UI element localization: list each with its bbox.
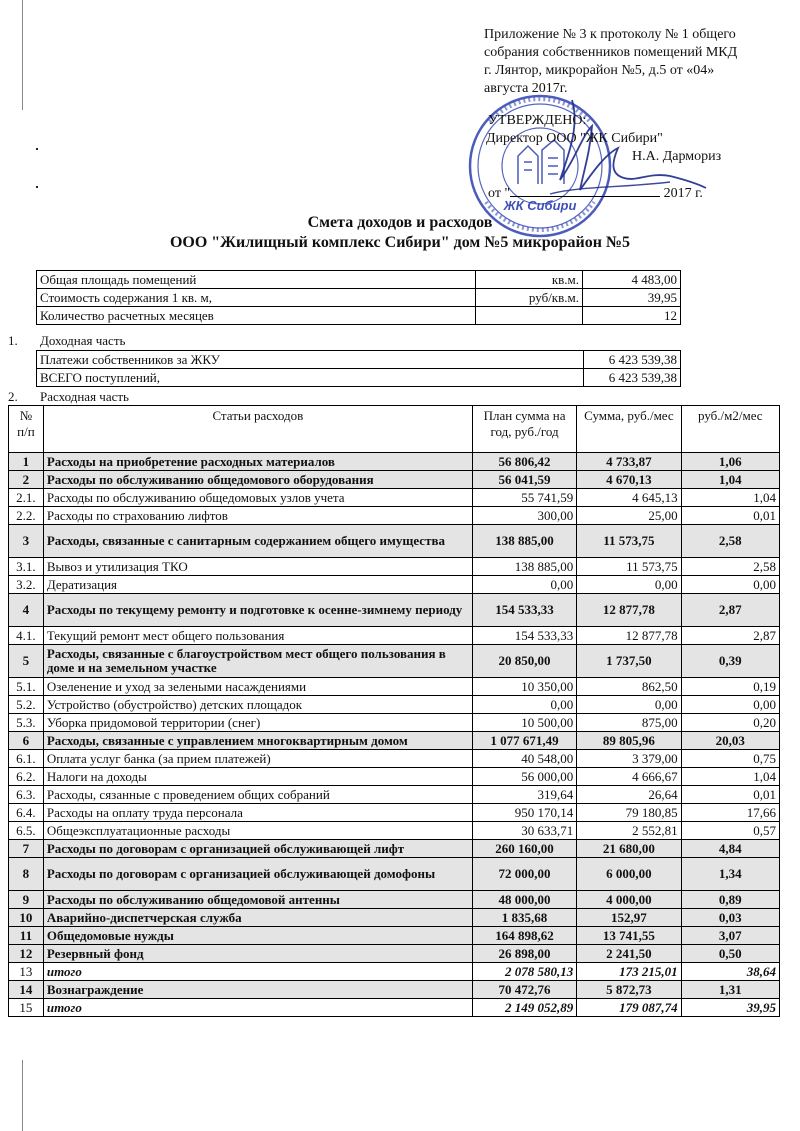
section-label: Расходная часть xyxy=(40,389,129,404)
row-number: 6.1. xyxy=(9,750,44,768)
approved-label: УТВЕРЖДЕНО: xyxy=(488,113,587,128)
row-month-amount: 5 872,73 xyxy=(577,981,681,999)
table-row xyxy=(9,927,780,945)
row-year-amount: 260 160,00 xyxy=(472,840,576,858)
row-month-amount: 25,00 xyxy=(577,507,681,525)
info-row xyxy=(37,307,681,325)
row-item-name: Общеэксплуатационные расходы xyxy=(43,822,472,840)
row-month-amount: 4 670,13 xyxy=(577,471,681,489)
row-number: 12 xyxy=(9,945,44,963)
row-year-amount: 55 741,59 xyxy=(472,489,576,507)
row-item-name: Расходы на оплату труда персонала xyxy=(43,804,472,822)
row-number: 4 xyxy=(9,594,44,627)
row-number: 14 xyxy=(9,981,44,999)
row-year-amount: 1 835,68 xyxy=(472,909,576,927)
approval-line: собрания собственников помещений МКД xyxy=(484,45,738,60)
row-year-amount: 1 077 671,49 xyxy=(472,732,576,750)
row-year-amount: 2 149 052,89 xyxy=(472,999,576,1017)
row-year-amount: 950 170,14 xyxy=(472,804,576,822)
document-subtitle: ООО "Жилищный комплекс Сибири" дом №5 микрорайон №5 xyxy=(169,234,631,251)
col-rate-header: руб./м2/мес xyxy=(681,406,779,453)
row-month-amount: 79 180,85 xyxy=(577,804,681,822)
approval-line: Приложение № 3 к протоколу № 1 общего xyxy=(484,27,736,42)
row-year-amount: 138 885,00 xyxy=(472,525,576,558)
row-year-amount: 20 850,00 xyxy=(472,645,576,678)
row-year-amount: 26 898,00 xyxy=(472,945,576,963)
row-number: 6.2. xyxy=(9,768,44,786)
table-row xyxy=(9,858,780,891)
row-rate: 20,03 xyxy=(681,732,779,750)
row-month-amount: 12 877,78 xyxy=(577,627,681,645)
date-year: 2017 г. xyxy=(663,186,703,201)
info-row xyxy=(37,271,681,289)
row-number: 15 xyxy=(9,999,44,1017)
row-year-amount: 72 000,00 xyxy=(472,858,576,891)
row-number: 5.3. xyxy=(9,714,44,732)
info-unit xyxy=(476,307,583,325)
row-month-amount: 2 552,81 xyxy=(577,822,681,840)
table-row xyxy=(9,732,780,750)
row-rate: 0,57 xyxy=(681,822,779,840)
row-item-name: Дератизация xyxy=(43,576,472,594)
row-year-amount: 300,00 xyxy=(472,507,576,525)
row-item-name: Расходы, связанные с управлением многоквартирным домом xyxy=(43,732,472,750)
info-unit: кв.м. xyxy=(476,271,583,289)
info-label: Количество расчетных месяцев xyxy=(37,307,476,325)
row-rate: 2,58 xyxy=(681,525,779,558)
row-item-name: Расходы по страхованию лифтов xyxy=(43,507,472,525)
row-month-amount: 4 666,67 xyxy=(577,768,681,786)
table-row xyxy=(9,576,780,594)
info-label: Общая площадь помещений xyxy=(37,271,476,289)
row-item-name: Расходы на приобретение расходных материалов xyxy=(43,453,472,471)
income-row xyxy=(37,351,681,369)
row-month-amount: 173 215,01 xyxy=(577,963,681,981)
approval-reference xyxy=(480,26,780,98)
row-rate: 0,20 xyxy=(681,714,779,732)
table-row xyxy=(9,645,780,678)
table-row xyxy=(9,489,780,507)
table-row xyxy=(9,891,780,909)
row-item-name: Общедомовые нужды xyxy=(43,927,472,945)
expense-body xyxy=(9,453,780,1017)
row-item-name: Расходы, связанные с благоустройством мест общего пользования в доме и на земельном участке xyxy=(43,645,472,678)
table-row xyxy=(9,963,780,981)
row-month-amount: 89 805,96 xyxy=(577,732,681,750)
row-month-amount: 4 645,13 xyxy=(577,489,681,507)
row-item-name: Устройство (обустройство) детских площадок xyxy=(43,696,472,714)
row-item-name: Вознаграждение xyxy=(43,981,472,999)
row-item-name: Аварийно-диспетчерская служба xyxy=(43,909,472,927)
director-title: Директор ООО "ЖК Сибири" xyxy=(486,131,663,146)
table-row xyxy=(9,999,780,1017)
table-row xyxy=(9,678,780,696)
income-label: ВСЕГО поступлений, xyxy=(37,369,584,387)
table-row xyxy=(9,507,780,525)
row-year-amount: 0,00 xyxy=(472,696,576,714)
row-year-amount: 70 472,76 xyxy=(472,981,576,999)
income-table xyxy=(36,350,681,387)
row-number: 5.2. xyxy=(9,696,44,714)
row-number: 10 xyxy=(9,909,44,927)
row-item-name: Расходы по обслуживанию общедомовых узлов учета xyxy=(43,489,472,507)
row-number: 6.5. xyxy=(9,822,44,840)
row-month-amount: 0,00 xyxy=(577,576,681,594)
row-year-amount: 10 500,00 xyxy=(472,714,576,732)
col-name-header: Статьи расходов xyxy=(43,406,472,453)
info-value: 4 483,00 xyxy=(583,271,681,289)
table-row xyxy=(9,768,780,786)
row-year-amount: 154 533,33 xyxy=(472,594,576,627)
row-item-name: итого xyxy=(43,999,472,1017)
table-row xyxy=(9,594,780,627)
table-row xyxy=(9,804,780,822)
row-item-name: Оплата услуг банка (за прием платежей) xyxy=(43,750,472,768)
row-rate: 1,34 xyxy=(681,858,779,891)
section-label: Доходная часть xyxy=(40,333,126,348)
table-row xyxy=(9,945,780,963)
row-month-amount: 3 379,00 xyxy=(577,750,681,768)
row-item-name: Расходы по обслуживанию общедомового оборудования xyxy=(43,471,472,489)
row-year-amount: 138 885,00 xyxy=(472,558,576,576)
table-row xyxy=(9,627,780,645)
row-year-amount: 2 078 580,13 xyxy=(472,963,576,981)
row-month-amount: 875,00 xyxy=(577,714,681,732)
row-number: 11 xyxy=(9,927,44,945)
row-year-amount: 164 898,62 xyxy=(472,927,576,945)
row-rate: 0,89 xyxy=(681,891,779,909)
row-month-amount: 0,00 xyxy=(577,696,681,714)
row-rate: 0,19 xyxy=(681,678,779,696)
row-month-amount: 152,97 xyxy=(577,909,681,927)
row-rate: 2,87 xyxy=(681,594,779,627)
row-rate: 0,00 xyxy=(681,696,779,714)
row-year-amount: 30 633,71 xyxy=(472,822,576,840)
row-number: 2.2. xyxy=(9,507,44,525)
section-number: 1. xyxy=(8,333,18,348)
row-year-amount: 10 350,00 xyxy=(472,678,576,696)
row-number: 2.1. xyxy=(9,489,44,507)
table-row xyxy=(9,822,780,840)
row-item-name: итого xyxy=(43,963,472,981)
row-item-name: Расходы по обслуживанию общедомовой антенны xyxy=(43,891,472,909)
row-year-amount: 56 000,00 xyxy=(472,768,576,786)
row-year-amount: 0,00 xyxy=(472,576,576,594)
row-year-amount: 319,64 xyxy=(472,786,576,804)
approval-line: августа 2017г. xyxy=(484,81,568,96)
table-row xyxy=(9,786,780,804)
row-rate: 1,04 xyxy=(681,768,779,786)
approval-line: г. Лянтор, микрорайон №5, д.5 от «04» xyxy=(484,63,715,78)
row-number: 8 xyxy=(9,858,44,891)
row-rate: 39,95 xyxy=(681,999,779,1017)
row-rate: 3,07 xyxy=(681,927,779,945)
row-rate: 2,58 xyxy=(681,558,779,576)
row-rate: 4,84 xyxy=(681,840,779,858)
row-item-name: Расходы, сязанные с проведением общих собраний xyxy=(43,786,472,804)
row-item-name: Вывоз и утилизация ТКО xyxy=(43,558,472,576)
margin-mark xyxy=(36,186,38,188)
info-value: 39,95 xyxy=(583,289,681,307)
date-prefix: от " xyxy=(488,186,511,201)
col-month-header: Сумма, руб./мес xyxy=(577,406,681,453)
table-row xyxy=(9,471,780,489)
margin-mark xyxy=(36,148,38,150)
row-month-amount: 11 573,75 xyxy=(577,558,681,576)
row-rate: 1,04 xyxy=(681,489,779,507)
document-title: Смета доходов и расходов xyxy=(307,214,493,231)
row-item-name: Расходы по договорам с организацией обслуживающей домофоны xyxy=(43,858,472,891)
row-number: 6.3. xyxy=(9,786,44,804)
row-number: 1 xyxy=(9,453,44,471)
section-number: 2. xyxy=(8,389,18,404)
margin-line xyxy=(22,0,23,110)
row-rate: 0,01 xyxy=(681,507,779,525)
row-item-name: Расходы по текущему ремонту и подготовке к осенне-зимнему периоду xyxy=(43,594,472,627)
row-number: 5 xyxy=(9,645,44,678)
row-month-amount: 2 241,50 xyxy=(577,945,681,963)
row-item-name: Налоги на доходы xyxy=(43,768,472,786)
row-year-amount: 40 548,00 xyxy=(472,750,576,768)
row-rate: 38,64 xyxy=(681,963,779,981)
table-row xyxy=(9,696,780,714)
table-row xyxy=(9,714,780,732)
row-year-amount: 56 806,42 xyxy=(472,453,576,471)
info-row xyxy=(37,289,681,307)
row-rate: 0,00 xyxy=(681,576,779,594)
row-item-name: Озеленение и уход за зелеными насаждениями xyxy=(43,678,472,696)
row-number: 3.1. xyxy=(9,558,44,576)
table-row xyxy=(9,453,780,471)
income-value: 6 423 539,38 xyxy=(584,351,681,369)
expense-header-row xyxy=(9,406,780,453)
row-month-amount: 4 000,00 xyxy=(577,891,681,909)
row-number: 6.4. xyxy=(9,804,44,822)
row-month-amount: 21 680,00 xyxy=(577,840,681,858)
table-row xyxy=(9,981,780,999)
director-name: Н.А. Дармориз xyxy=(632,149,722,164)
row-month-amount: 1 737,50 xyxy=(577,645,681,678)
row-number: 3 xyxy=(9,525,44,558)
info-table xyxy=(36,270,681,325)
margin-line xyxy=(22,1060,23,1131)
row-number: 4.1. xyxy=(9,627,44,645)
row-year-amount: 56 041,59 xyxy=(472,471,576,489)
info-value: 12 xyxy=(583,307,681,325)
row-month-amount: 179 087,74 xyxy=(577,999,681,1017)
table-row xyxy=(9,909,780,927)
row-month-amount: 4 733,87 xyxy=(577,453,681,471)
row-rate: 17,66 xyxy=(681,804,779,822)
row-rate: 2,87 xyxy=(681,627,779,645)
row-rate: 0,39 xyxy=(681,645,779,678)
row-item-name: Расходы по договорам с организацией обслуживающей лифт xyxy=(43,840,472,858)
row-rate: 0,75 xyxy=(681,750,779,768)
row-rate: 0,03 xyxy=(681,909,779,927)
income-value: 6 423 539,38 xyxy=(584,369,681,387)
approval-block xyxy=(482,112,782,166)
row-number: 2 xyxy=(9,471,44,489)
table-row xyxy=(9,750,780,768)
table-row xyxy=(9,840,780,858)
row-item-name: Расходы, связанные с санитарным содержанием общего имущества xyxy=(43,525,472,558)
col-num-header: № п/п xyxy=(9,406,44,453)
row-month-amount: 13 741,55 xyxy=(577,927,681,945)
row-rate: 1,06 xyxy=(681,453,779,471)
table-row xyxy=(9,525,780,558)
row-number: 6 xyxy=(9,732,44,750)
row-rate: 1,04 xyxy=(681,471,779,489)
row-month-amount: 26,64 xyxy=(577,786,681,804)
row-month-amount: 6 000,00 xyxy=(577,858,681,891)
row-month-amount: 12 877,78 xyxy=(577,594,681,627)
approval-date xyxy=(488,186,703,202)
income-label: Платежи собственников за ЖКУ xyxy=(37,351,584,369)
row-rate: 1,31 xyxy=(681,981,779,999)
svg-text:ЖК Сибири: ЖК Сибири xyxy=(503,198,577,213)
row-item-name: Текущий ремонт мест общего пользования xyxy=(43,627,472,645)
row-month-amount: 862,50 xyxy=(577,678,681,696)
row-rate: 0,01 xyxy=(681,786,779,804)
row-number: 7 xyxy=(9,840,44,858)
table-row xyxy=(9,558,780,576)
row-number: 9 xyxy=(9,891,44,909)
row-rate: 0,50 xyxy=(681,945,779,963)
row-number: 13 xyxy=(9,963,44,981)
row-number: 3.2. xyxy=(9,576,44,594)
row-item-name: Резервный фонд xyxy=(43,945,472,963)
row-number: 5.1. xyxy=(9,678,44,696)
col-year-header: План сумма на год, руб./год xyxy=(472,406,576,453)
info-label: Стоимость содержания 1 кв. м, xyxy=(37,289,476,307)
row-year-amount: 48 000,00 xyxy=(472,891,576,909)
info-unit: руб/кв.м. xyxy=(476,289,583,307)
row-month-amount: 11 573,75 xyxy=(577,525,681,558)
row-year-amount: 154 533,33 xyxy=(472,627,576,645)
income-row xyxy=(37,369,681,387)
row-item-name: Уборка придомовой территории (снег) xyxy=(43,714,472,732)
expense-table xyxy=(8,405,780,1017)
